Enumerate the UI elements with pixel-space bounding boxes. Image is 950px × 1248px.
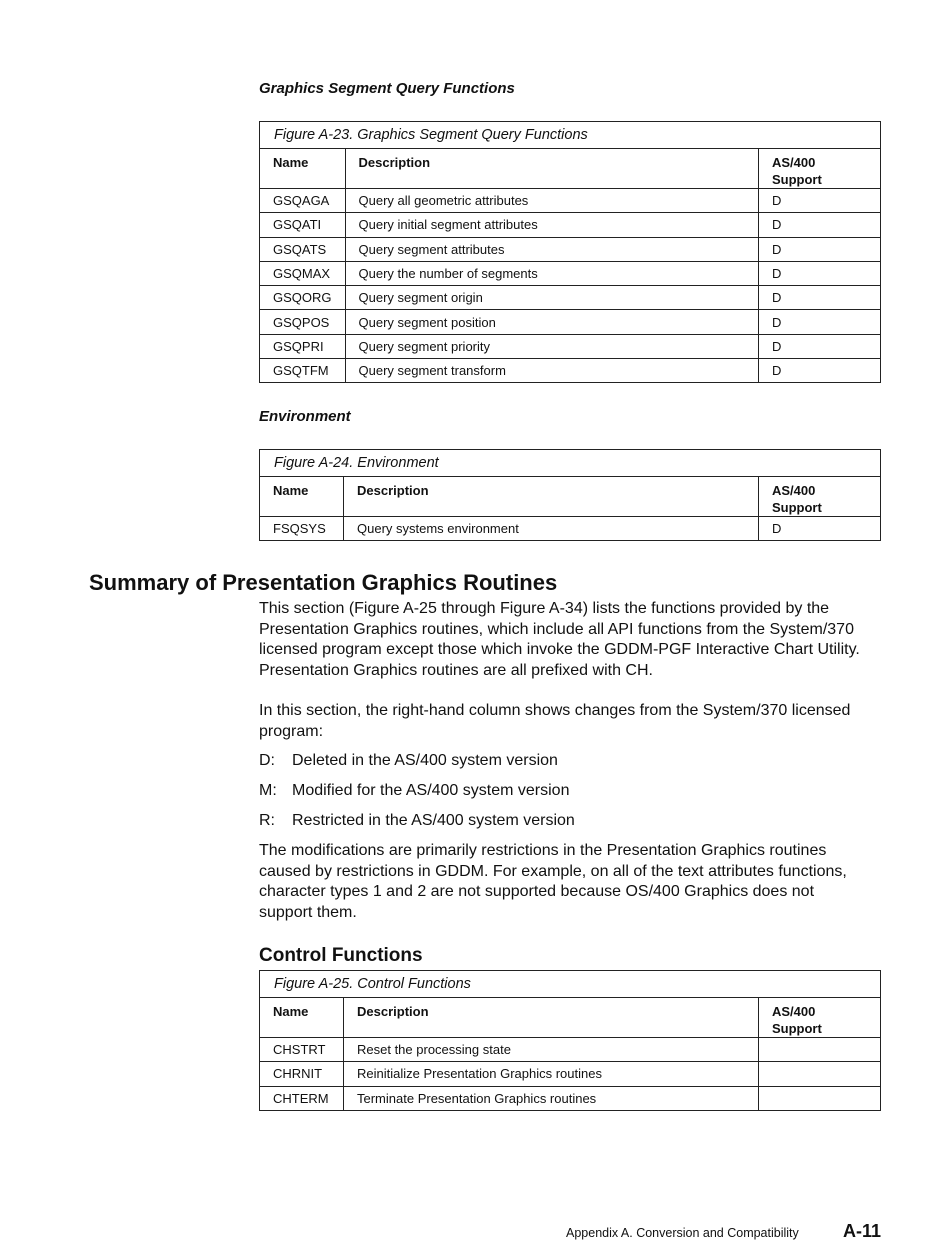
cell-name: GSQORG <box>260 286 346 310</box>
cell-description: Query segment transform <box>345 359 758 383</box>
column-header: Description <box>344 998 759 1038</box>
cell-name: CHRNIT <box>260 1062 344 1086</box>
column-header: Name <box>260 477 344 517</box>
summary-paragraph-2: In this section, the right-hand column shows changes from the System/370 licensed program: <box>259 702 851 740</box>
table-caption-row <box>260 122 881 149</box>
table-graphics-segment-query <box>259 121 881 383</box>
table-row <box>260 1038 881 1062</box>
cell-name: GSQTFM <box>260 359 346 383</box>
table-row <box>260 189 881 213</box>
summary-paragraph-3: The modifications are primarily restrictions in the Presentation Graphics routines caused by restrictions in GDDM. For example, on all of the text attributes functions, character types 1 and 2 are not supported because OS/400 Graphics does not support them. <box>259 842 847 922</box>
table-caption: Figure A-23. Graphics Segment Query Functions <box>260 122 881 149</box>
legend-text: Deleted in the AS/400 system version <box>292 752 558 769</box>
cell-description: Query the number of segments <box>345 261 758 285</box>
cell-description: Query systems environment <box>344 517 759 541</box>
cell-description: Query segment position <box>345 310 758 334</box>
page-number: A-11 <box>843 1221 882 1241</box>
cell-support: D <box>759 517 881 541</box>
cell-name: CHTERM <box>260 1086 344 1110</box>
summary-paragraph-1: This section (Figure A-25 through Figure A-34) lists the functions provided by the Presentation Graphics routines, which include all API functions from the System/370 licensed program except those which invoke the GDDM-PGF Interactive Chart Utility. Presentation Graphics routines are all prefixed with CH. <box>259 600 860 680</box>
cell-support: D <box>759 213 881 237</box>
table-row <box>260 213 881 237</box>
table-row <box>260 286 881 310</box>
legend-text: Modified for the AS/400 system version <box>292 782 570 799</box>
column-header: AS/400 Support <box>759 477 881 517</box>
table-row <box>260 334 881 358</box>
table-caption: Figure A-25. Control Functions <box>260 971 881 998</box>
cell-support: D <box>759 310 881 334</box>
cell-name: GSQPRI <box>260 334 346 358</box>
cell-description: Query all geometric attributes <box>345 189 758 213</box>
table-header-row <box>260 998 881 1038</box>
column-header: AS/400 Support <box>759 998 881 1038</box>
cell-support: D <box>759 359 881 383</box>
cell-name: GSQAGA <box>260 189 346 213</box>
table-row <box>260 310 881 334</box>
section-heading-segment-query: Graphics Segment Query Functions <box>259 80 515 97</box>
cell-support: D <box>759 237 881 261</box>
table-environment <box>259 449 881 541</box>
table-header-row <box>260 477 881 517</box>
cell-description: Terminate Presentation Graphics routines <box>344 1086 759 1110</box>
cell-description: Reset the processing state <box>344 1038 759 1062</box>
cell-description: Query initial segment attributes <box>345 213 758 237</box>
legend-text: Restricted in the AS/400 system version <box>292 812 575 829</box>
cell-support: D <box>759 334 881 358</box>
cell-description: Reinitialize Presentation Graphics routines <box>344 1062 759 1086</box>
column-header: Name <box>260 998 344 1038</box>
cell-support: D <box>759 286 881 310</box>
cell-description: Query segment attributes <box>345 237 758 261</box>
cell-support <box>759 1038 881 1062</box>
table-row <box>260 517 881 541</box>
legend-key: M: <box>259 782 277 799</box>
footer-text: Appendix A. Conversion and Compatibility <box>566 1226 799 1240</box>
table-control-functions <box>259 970 881 1111</box>
cell-name: FSQSYS <box>260 517 344 541</box>
cell-name: CHSTRT <box>260 1038 344 1062</box>
cell-support <box>759 1062 881 1086</box>
cell-name: GSQATI <box>260 213 346 237</box>
table-caption: Figure A-24. Environment <box>260 450 881 477</box>
cell-description: Query segment priority <box>345 334 758 358</box>
column-header: AS/400 Support <box>759 149 881 189</box>
control-functions-heading: Control Functions <box>259 945 423 966</box>
column-header: Description <box>345 149 758 189</box>
column-header: Name <box>260 149 346 189</box>
table-row <box>260 359 881 383</box>
legend-item-r <box>259 811 884 832</box>
cell-support: D <box>759 261 881 285</box>
legend-item-m <box>259 781 884 802</box>
cell-description: Query segment origin <box>345 286 758 310</box>
column-header: Description <box>344 477 759 517</box>
cell-support: D <box>759 189 881 213</box>
legend-item-d <box>259 751 884 772</box>
legend-key: R: <box>259 812 275 829</box>
table-header-row <box>260 149 881 189</box>
cell-name: GSQPOS <box>260 310 346 334</box>
table-caption-row <box>260 450 881 477</box>
cell-support <box>759 1086 881 1110</box>
table-row <box>260 1086 881 1110</box>
table-row <box>260 261 881 285</box>
table-caption-row <box>260 971 881 998</box>
summary-heading: Summary of Presentation Graphics Routines <box>89 570 558 595</box>
cell-name: GSQMAX <box>260 261 346 285</box>
table-row <box>260 237 881 261</box>
table-row <box>260 1062 881 1086</box>
cell-name: GSQATS <box>260 237 346 261</box>
legend-key: D: <box>259 752 275 769</box>
section-heading-environment: Environment <box>259 408 351 425</box>
